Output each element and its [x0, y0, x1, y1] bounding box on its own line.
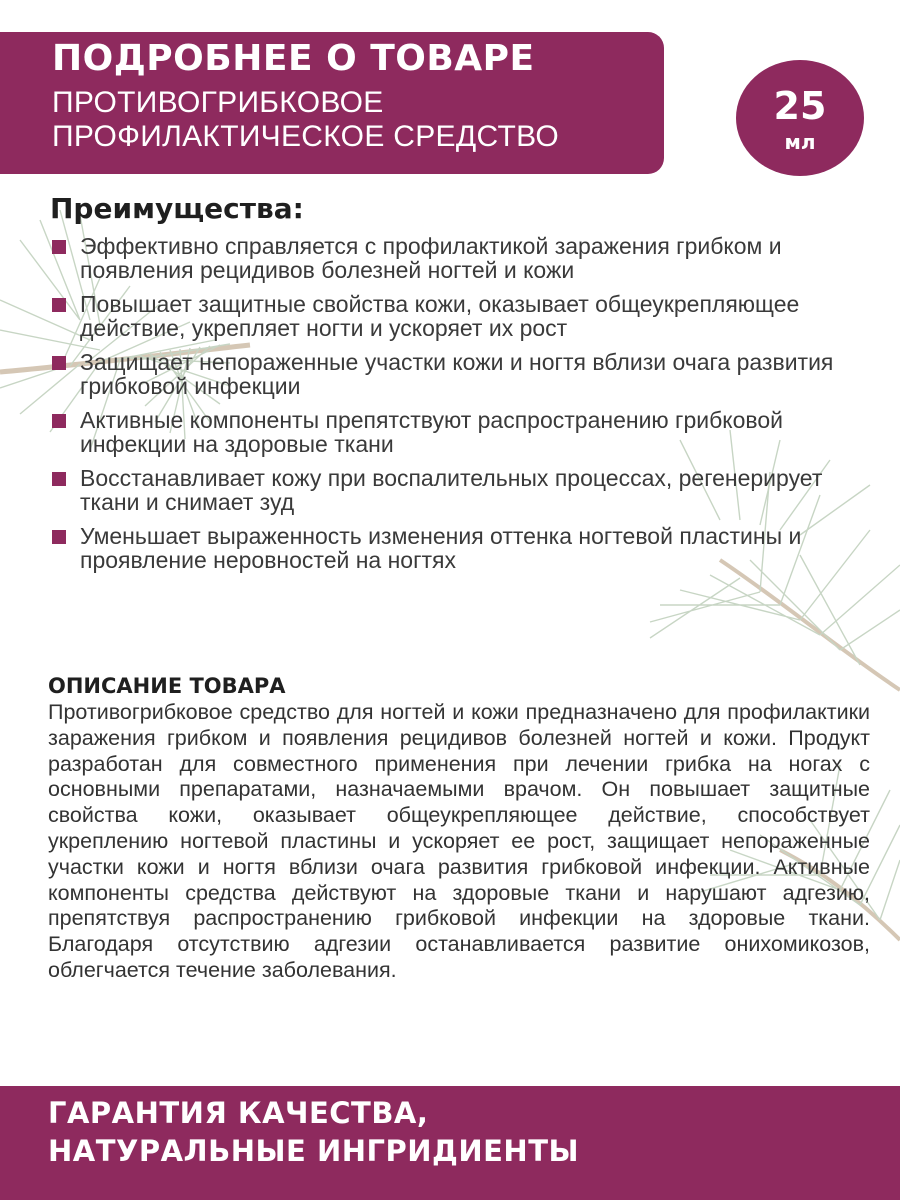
advantage-text: Повышает защитные свойства кожи, оказывает общеукрепляющее действие, укрепляет ногти и ускоряет их рост	[80, 291, 800, 341]
subtitle-line-1: ПРОТИВОГРИБКОВОЕ	[52, 86, 384, 119]
list-item	[50, 524, 870, 572]
description-heading: ОПИСАНИЕ ТОВАРА	[48, 674, 286, 698]
list-item	[50, 234, 870, 282]
footer-line-2: НАТУРАЛЬНЫЕ ИНГРИДИЕНТЫ	[48, 1134, 580, 1168]
bullet-icon	[52, 298, 66, 312]
advantage-text: Защищает непораженные участки кожи и ногтя вблизи очага развития грибковой инфекции	[80, 349, 834, 399]
subtitle-line-2: ПРОФИЛАКТИЧЕСКОЕ СРЕДСТВО	[52, 120, 560, 153]
volume-amount: 25	[773, 84, 827, 128]
advantage-text: Уменьшает выраженность изменения оттенка ногтевой пластины и проявление неровностей на ногтях	[80, 523, 802, 573]
list-item	[50, 408, 870, 456]
footer-line-1: ГАРАНТИЯ КАЧЕСТВА,	[48, 1096, 429, 1130]
description-text: Противогрибковое средство для ногтей и кожи предназначено для профилактики заражения грибком и появления рецидивов болезней ногтей и кожи. Продукт разработан для совместного применения при лечении грибка на ногах с основными препаратами, назначаемыми врачом. Он повышает защитные свойства кожи, оказывает общеукрепляющее действие, способствует укреплению ногтевой пластины и ускоряет ее рост, защищает непораженные участки кожи и ногтя вблизи очага развития грибковой инфекции. Активные компоненты средства действуют на здоровые ткани и нарушают адгезию, препятствуя распространению грибковой инфекции на здоровые ткани. Благодаря отсутствию адгезии останавливается развитие онихомикозов, облегчается течение заболевания.	[48, 700, 870, 982]
page-title: ПОДРОБНЕЕ О ТОВАРЕ	[52, 38, 535, 79]
list-item	[50, 292, 870, 340]
advantages-heading: Преимущества:	[50, 192, 304, 225]
volume-unit: мл	[784, 130, 816, 154]
volume-badge	[736, 60, 864, 176]
list-item	[50, 350, 870, 398]
list-item	[50, 466, 870, 514]
advantage-text: Активные компоненты препятствуют распространению грибковой инфекции на здоровые ткани	[80, 407, 783, 457]
bullet-icon	[52, 414, 66, 428]
bullet-icon	[52, 530, 66, 544]
advantages-list	[50, 234, 870, 582]
bullet-icon	[52, 472, 66, 486]
bullet-icon	[52, 356, 66, 370]
bullet-icon	[52, 240, 66, 254]
advantage-text: Восстанавливает кожу при воспалительных процессах, регенерирует ткани и снимает зуд	[80, 465, 823, 515]
advantage-text: Эффективно справляется с профилактикой заражения грибком и появления рецидивов болезней ногтей и кожи	[80, 233, 782, 283]
